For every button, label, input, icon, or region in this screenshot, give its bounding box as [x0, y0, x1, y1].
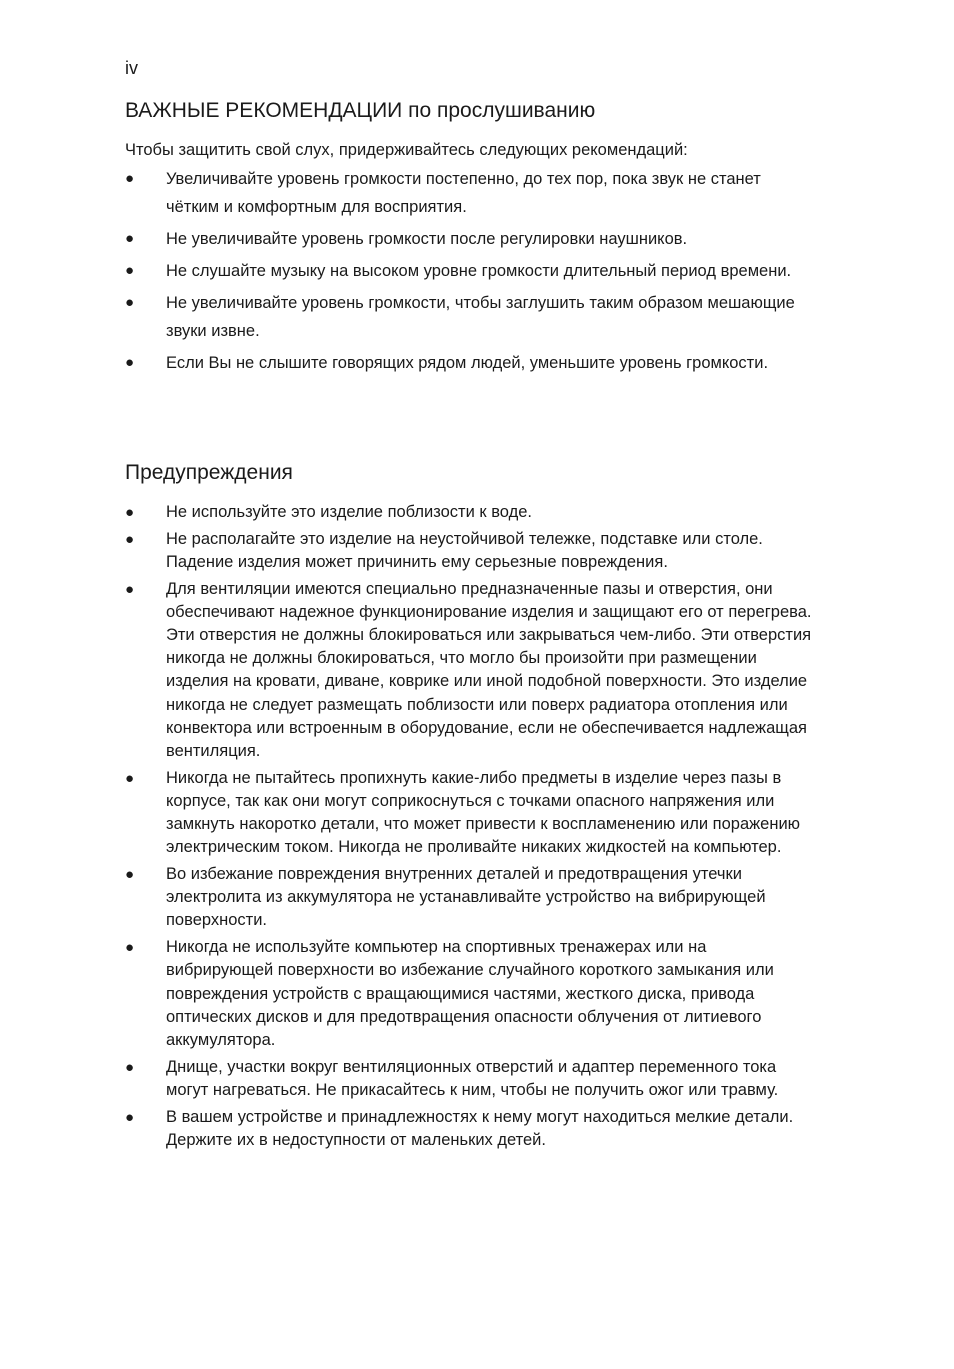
list-item-text: В вашем устройстве и принадлежностях к нему могут находиться мелкие детали. Держите их в недоступности от маленьких детей.: [166, 1107, 794, 1149]
bullet-icon: ●: [125, 866, 135, 884]
list-item-text: Никогда не используйте компьютер на спортивных тренажерах или на вибрирующей поверхности во избежание случайного короткого замыкания или повреждения устройств с вращающимися частями, жесткого диска, привода оптических дисков и для предотвращения опасности облучения от литиевого аккумулятора.: [166, 938, 774, 1049]
list-item: [125, 501, 815, 524]
listening-recommendations-list: [125, 165, 815, 381]
warnings-list: [125, 501, 815, 1155]
list-item-text: Если Вы не слышите говорящих рядом людей, уменьшите уровень громкости.: [166, 354, 769, 372]
bullet-icon: ●: [125, 170, 135, 187]
section-title-listening: ВАЖНЫЕ РЕКОМЕНДАЦИИ по прослушиванию: [125, 99, 596, 122]
bullet-icon: ●: [125, 1058, 135, 1076]
list-item: [125, 767, 815, 860]
list-item: [125, 936, 815, 1052]
bullet-icon: ●: [125, 580, 135, 598]
list-item-text: Не располагайте это изделие на неустойчивой тележке, подставке или столе. Падение изделия может причинить ему серьезные повреждения.: [166, 529, 763, 571]
bullet-icon: ●: [125, 262, 135, 279]
list-item: [125, 1106, 815, 1152]
bullet-icon: ●: [125, 530, 135, 548]
bullet-icon: ●: [125, 939, 135, 957]
list-item-text: Увеличивайте уровень громкости постепенно, до тех пор, пока звук не станет чётким и комфортным для восприятия.: [166, 170, 761, 216]
list-item: [125, 289, 815, 345]
list-item-text: Не используйте это изделие поблизости к воде.: [166, 503, 532, 521]
list-item: [125, 528, 815, 574]
list-item-text: Для вентиляции имеются специально предназначенные пазы и отверстия, они обеспечивают надежное функционирование изделия и защищают его от перегрева. Эти отверстия не должны блокироваться или закрываться чем-либо. Эти отверстия никогда не должны блокироваться, что могло бы произойти при размещении изделия на кровати, диване, коврике или иной подобной поверхности. Это изделие никогда не следует размещать поблизости или поверх радиатора отопления или конвектора или встроенным в оборудование, если не обеспечивается надлежащая вентиляция.: [166, 579, 812, 761]
page-number: iv: [125, 58, 138, 78]
list-item-text: Днище, участки вокруг вентиляционных отверстий и адаптер переменного тока могут нагреваться. Не прикасайтесь к ним, чтобы не получить ожог или травму.: [166, 1057, 779, 1099]
list-item: [125, 349, 815, 377]
list-item-text: Не слушайте музыку на высоком уровне громкости длительный период времени.: [166, 262, 792, 280]
list-item-text: Не увеличивайте уровень громкости, чтобы заглушить таким образом мешающие звуки извне.: [166, 294, 795, 340]
list-item: [125, 165, 815, 221]
bullet-icon: ●: [125, 504, 135, 521]
section-intro: Чтобы защитить свой слух, придерживайтесь следующих рекомендаций:: [125, 141, 688, 159]
bullet-icon: ●: [125, 230, 135, 247]
list-item: [125, 1056, 815, 1102]
bullet-icon: ●: [125, 1108, 135, 1126]
section-title-warnings: Предупреждения: [125, 461, 293, 484]
bullet-icon: ●: [125, 294, 135, 311]
bullet-icon: ●: [125, 354, 135, 371]
bullet-icon: ●: [125, 769, 135, 787]
list-item: [125, 578, 815, 764]
list-item: [125, 225, 815, 253]
list-item: [125, 863, 815, 933]
list-item-text: Никогда не пытайтесь пропихнуть какие-либо предметы в изделие через пазы в корпусе, так как они могут соприкоснуться с точками опасного напряжения или замкнуть накоротко детали, что может привести к воспламенению или поражению электрическим током. Никогда не проливайте никаких жидкостей на компьютер.: [166, 768, 801, 857]
list-item: [125, 257, 815, 285]
list-item-text: Во избежание повреждения внутренних деталей и предотвращения утечки электролита из аккумулятора не устанавливайте устройство на вибрирующей поверхности.: [166, 865, 766, 930]
list-item-text: Не увеличивайте уровень громкости после регулировки наушников.: [166, 230, 688, 248]
